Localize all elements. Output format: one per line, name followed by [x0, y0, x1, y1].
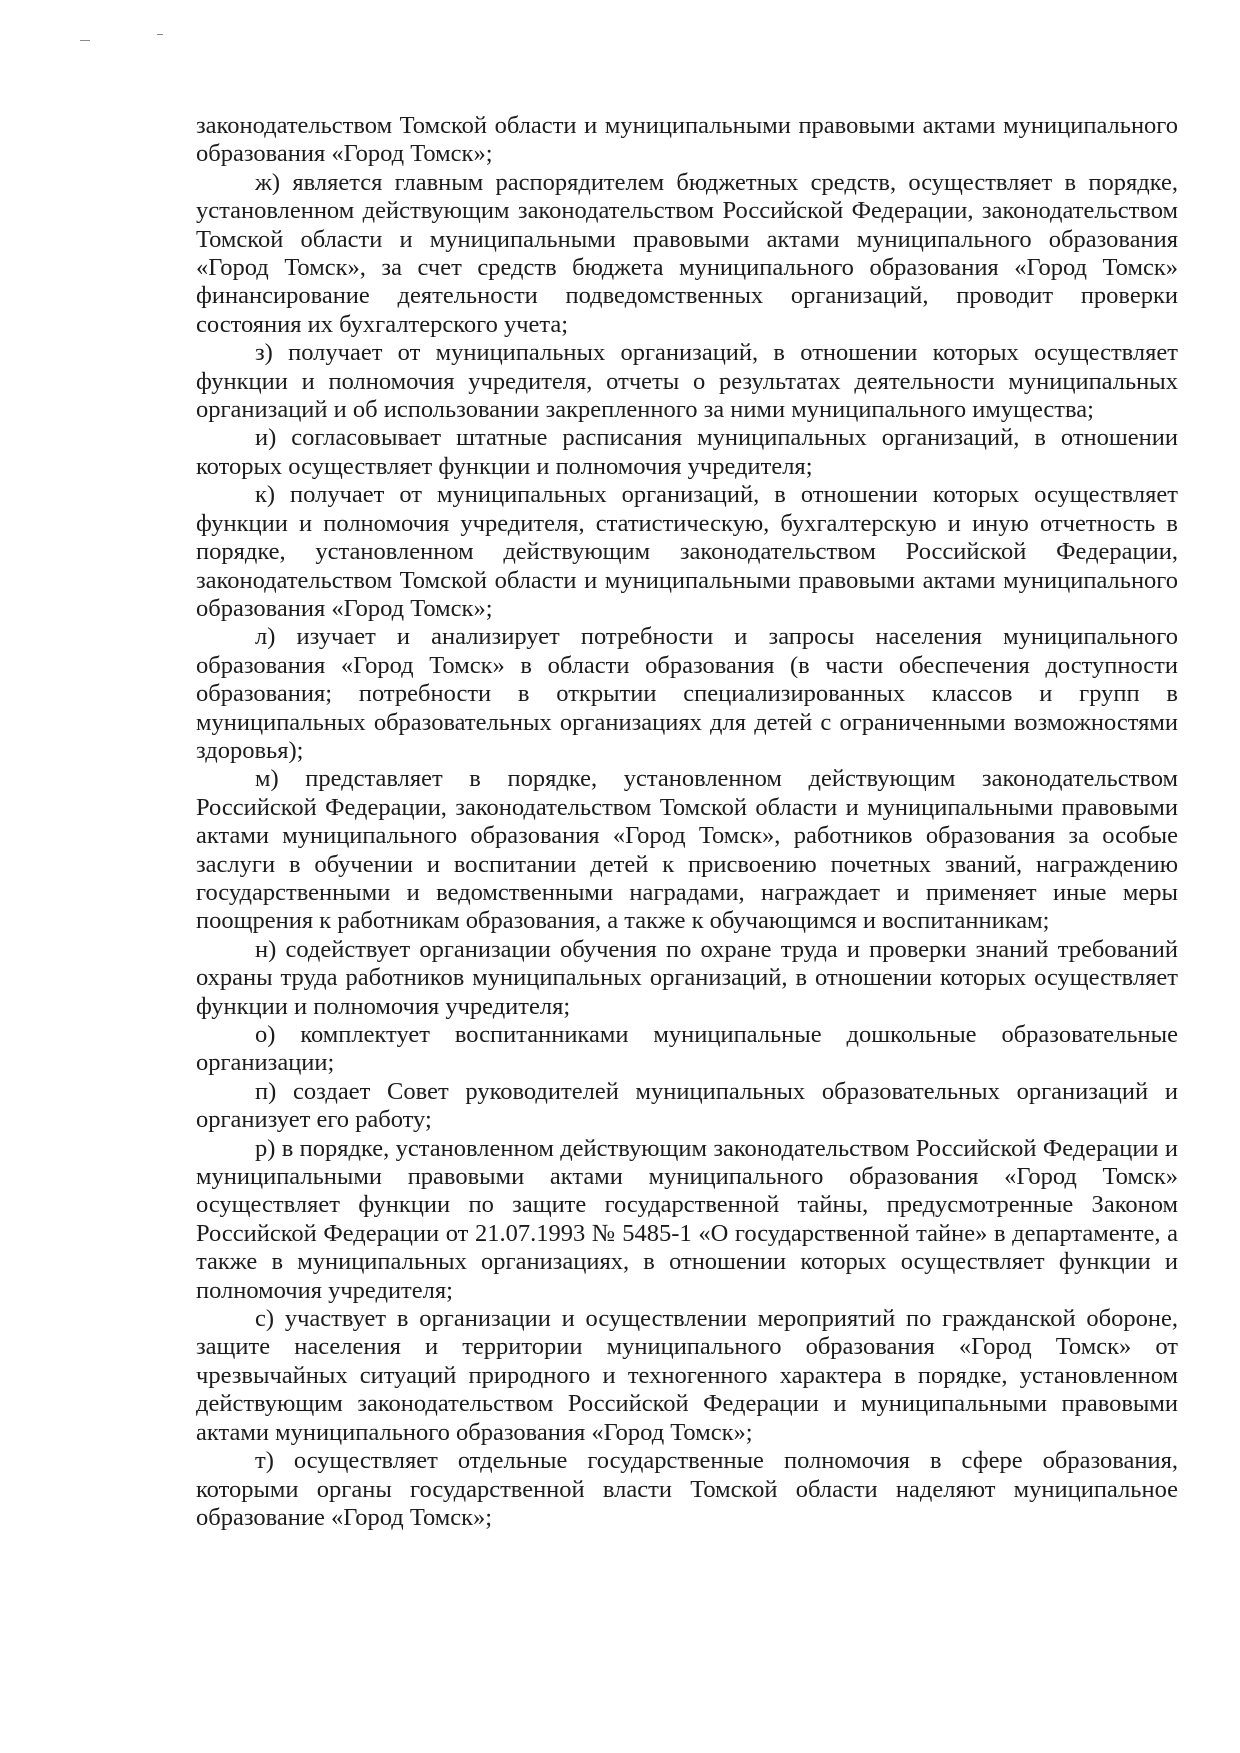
- item-t: т) осуществляет отдельные государственные полномочия в сфере образования, которыми органы государственной власти Томской области наделяют муниципальное образование «Город Томск»;: [196, 1447, 1178, 1531]
- item-s: с) участвует в организации и осуществлении мероприятий по гражданской обороне, защите населения и территории муниципального образования «Город Томск» от чрезвычайных ситуаций природного и техногенного характера в порядке, установленном действующим законодательством Российской Федерации и муниципальными правовыми актами муниципального образования «Город Томск»;: [196, 1305, 1178, 1446]
- lead-paragraph: законодательством Томской области и муниципальными правовыми актами муниципального образования «Город Томск»;: [196, 112, 1178, 168]
- item-o: о) комплектует воспитанниками муниципальные дошкольные образовательные организации;: [196, 1021, 1178, 1077]
- item-n: н) содействует организации обучения по охране труда и проверки знаний требований охраны труда работников муниципальных организаций, в отношении которых осуществляет функции и полномочия учредителя;: [196, 935, 1178, 1020]
- item-m: м) представляет в порядке, установленном действующим законодательством Российской Федерации, законодательством Томской области и муниципальными правовыми актами муниципального образования «Город Томск», работников образования за особые заслуги в обучении и воспитании детей к присвоению почетных званий, награждению государственными и ведомственными наградами, награждает и применяет иные меры поощрения к работникам образования, а также к обучающимся и воспитанникам;: [196, 765, 1178, 935]
- scan-speck: [157, 34, 163, 35]
- document-page: [196, 112, 1178, 1532]
- item-zh: ж) является главным распорядителем бюджетных средств, осуществляет в порядке, установленном действующим законодательством Российской Федерации, законодательством Томской области и муниципальными правовыми актами муниципального образования «Город Томск», за счет средств бюджета муниципального образования «Город Томск» финансирование деятельности подведомственных организаций, проводит проверки состояния их бухгалтерского учета;: [196, 168, 1178, 338]
- item-i: и) согласовывает штатные расписания муниципальных организаций, в отношении которых осуществляет функции и полномочия учредителя;: [196, 424, 1178, 480]
- item-k: к) получает от муниципальных организаций, в отношении которых осуществляет функции и полномочия учредителя, статистическую, бухгалтерскую и иную отчетность в порядке, установленном действующим законодательством Российской Федерации, законодательством Томской области и муниципальными правовыми актами муниципального образования «Город Томск»;: [196, 481, 1178, 622]
- item-z: з) получает от муниципальных организаций, в отношении которых осуществляет функции и полномочия учредителя, отчеты о результатах деятельности муниципальных организаций и об использовании закрепленного за ними муниципального имущества;: [196, 339, 1178, 424]
- scan-speck: [80, 40, 90, 41]
- item-l: л) изучает и анализирует потребности и запросы населения муниципального образования «Город Томск» в области образования (в части обеспечения доступности образования; потребности в открытии специализированных классов и групп в муниципальных образовательных организациях для детей с ограниченными возможностями здоровья);: [196, 623, 1178, 764]
- item-p: п) создает Совет руководителей муниципальных образовательных организаций и организует его работу;: [196, 1077, 1178, 1134]
- item-r: р) в порядке, установленном действующим законодательством Российской Федерации и муниципальными правовыми актами муниципального образования «Город Томск» осуществляет функции по защите государственной тайны, предусмотренные Законом Российской Федерации от 21.07.1993 № 5485-1 «О государственной тайне» в департаменте, а также в муниципальных организациях, в отношении которых осуществляет функции и полномочия учредителя;: [196, 1134, 1178, 1304]
